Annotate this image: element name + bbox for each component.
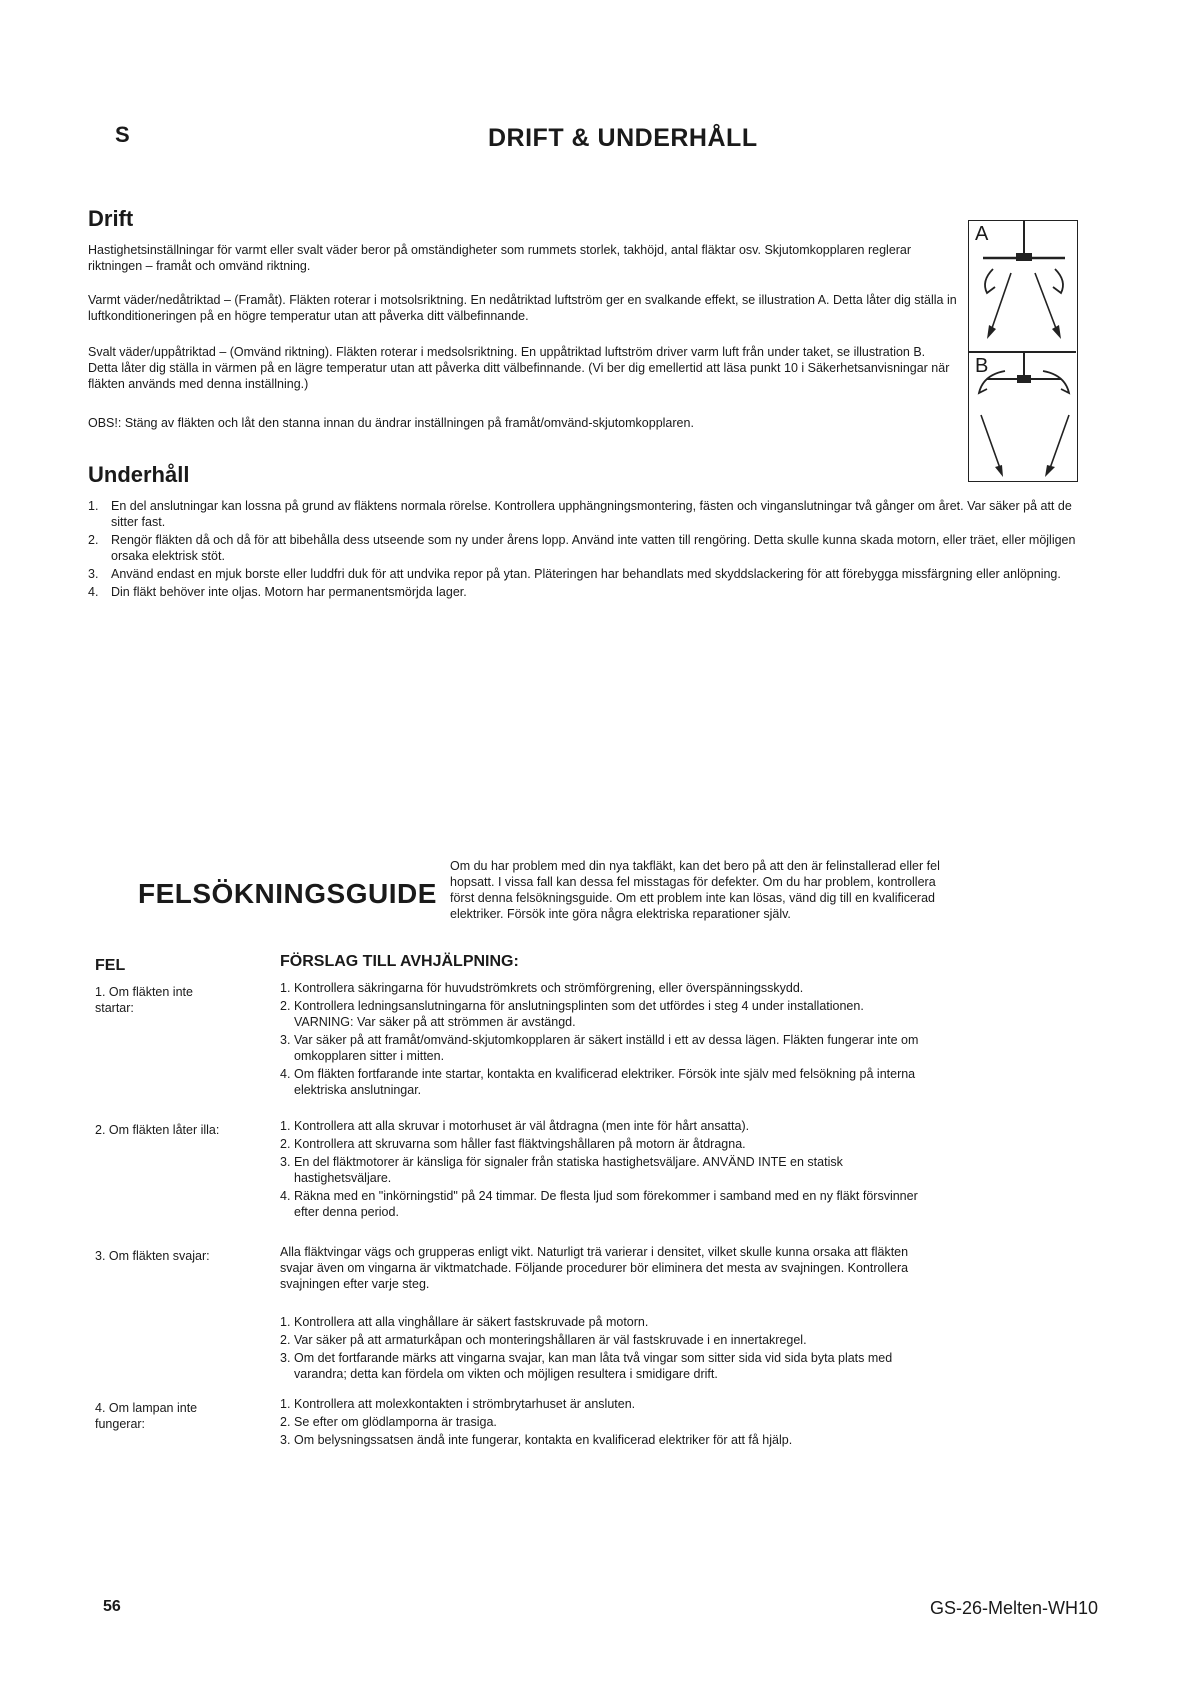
- remedy-list-3: [280, 1314, 920, 1384]
- fan-reverse-icon: [969, 353, 1076, 481]
- remedy-item: 4. Om fläkten fortfarande inte startar, kontakta en kvalificerad elektriker. Försök inte själv med felsökning på interna elektriska anslutningar.: [280, 1067, 916, 1097]
- remedy-item: 3. En del fläktmotorer är känsliga för signaler från statiska hastighetsväljare. ANVÄND INTE en statisk hastighetsväljare.: [280, 1155, 843, 1185]
- drift-paragraph-1: Hastighetsinställningar för varmt eller svalt väder beror på omständigheter som rummets storlek, takhöjd, antal fläktar osv. Skjutomkopplaren reglerar riktningen – framåt och omvänd riktning.: [88, 243, 912, 273]
- drift-paragraph-3: Svalt väder/uppåtriktad – (Omvänd riktning). Fläkten roterar i medsolsriktning. En uppåtriktad luftström driver varm luft från under taket, se illustration B. Detta låter dig ställa in värmen på en lägre temperatur utan att påverka ditt välbefinnande. (Vi ber dig emellertid att läsa punkt 10 i Säkerhetsanvisningar när fläkten används med denna inställning.): [88, 345, 950, 391]
- language-marker: S: [115, 122, 130, 147]
- remedy-item: 1. Kontrollera att molexkontakten i strömbrytarhuset är ansluten.: [280, 1397, 636, 1411]
- list-number: 2.: [88, 533, 99, 547]
- maintenance-list: [88, 498, 1078, 602]
- list-item: [88, 584, 1078, 600]
- fault-4: 4. Om lampan inte fungerar:: [95, 1401, 198, 1431]
- remedy-list-1: [280, 980, 920, 1100]
- remedy-item: 2. Se efter om glödlamporna är trasiga.: [280, 1415, 497, 1429]
- drift-paragraph-2: Varmt väder/nedåtriktad – (Framåt). Fläkten roterar i motsolsriktning. En nedåtriktad luftström ger en svalkande effekt, se illustration A. Detta låter dig ställa in luftkonditioneringen på en högre temperatur utan att påverka ditt välbefinnande.: [88, 293, 957, 323]
- remedy-column-header: FÖRSLAG TILL AVHJÄLPNING:: [280, 953, 519, 970]
- list-text: En del anslutningar kan lossna på grund av fläktens normala rörelse. Kontrollera upphängningsmontering, fästen och vinganslutningar två gånger om året. Var säker på att de sitter fast.: [111, 499, 1072, 529]
- fault-2: 2. Om fläkten låter illa:: [95, 1123, 220, 1137]
- drift-heading: Drift: [88, 206, 134, 231]
- list-item: [88, 498, 1078, 530]
- fan-forward-icon: [969, 221, 1076, 351]
- remedy-item: 2. Var säker på att armaturkåpan och monteringshållaren är väl fastskruvade i en innertakregel.: [280, 1333, 807, 1347]
- list-number: 3.: [88, 567, 99, 581]
- remedy-item: 1. Kontrollera att alla skruvar i motorhuset är väl åtdragna (men inte för hårt ansatta).: [280, 1119, 750, 1133]
- remedy-item: 2. Kontrollera ledningsanslutningarna för anslutningsplinten som det utfördes i steg 4 under installationen. VARNING: Var säker på att strömmen är avstängd.: [280, 999, 864, 1029]
- document-code: GS-26-Melten-WH10: [930, 1598, 1099, 1618]
- remedy-item: 1. Kontrollera säkringarna för huvudströmkrets och strömförgrening, eller överspänningsskydd.: [280, 981, 804, 995]
- remedy-item: 3. Om belysningssatsen ändå inte fungerar, kontakta en kvalificerad elektriker för att få hjälp.: [280, 1433, 793, 1447]
- remedy-list-4: [280, 1396, 920, 1450]
- list-text: Din fläkt behöver inte oljas. Motorn har permanentsmörjda lager.: [111, 585, 467, 599]
- troubleshooting-intro: Om du har problem med din nya takfläkt, kan det bero på att den är felinstallerad eller fel hopsatt. I vissa fall kan dessa fel misstagas för defekter. Om du har problem, kontrollera först denna felsökningsguide. Om ett problem inte kan lösas, vänd dig till en kvalificerad elektriker. Försök inte göra några elektriska reparationer själv.: [450, 859, 940, 921]
- list-number: 4.: [88, 585, 99, 599]
- fan-direction-illustration: [968, 220, 1078, 482]
- remedy-item: 3. Om det fortfarande märks att vingarna svajar, kan man låta två vingar som sitter sida vid sida byta plats med varandra; detta kan fördela om vikten och möjligen resultera i smidigare drift.: [280, 1351, 893, 1381]
- list-item: [88, 532, 1078, 564]
- illustration-label-a: A: [975, 223, 989, 245]
- list-number: 1.: [88, 499, 99, 513]
- remedy-list-2: [280, 1118, 920, 1222]
- page-title: DRIFT & UNDERHÅLL: [488, 124, 758, 152]
- troubleshooting-title: FELSÖKNINGSGUIDE: [138, 878, 437, 909]
- fault-3: 3. Om fläkten svajar:: [95, 1249, 210, 1263]
- remedy-item: 3. Var säker på att framåt/omvänd-skjutomkopplaren är säkert inställd i ett av dessa lägen. Fläkten fungerar inte om omkopplaren sitter i mitten.: [280, 1033, 919, 1063]
- illustration-label-b: B: [975, 355, 989, 377]
- remedy-item: 1. Kontrollera att alla vinghållare är säkert fastskruvade på motorn.: [280, 1315, 649, 1329]
- list-text: Använd endast en mjuk borste eller luddfri duk för att undvika repor på ytan. Pläteringen har behandlats med skyddslackering för att förebygga missfärgning eller anlöpning.: [111, 567, 1061, 581]
- remedy-item: 2. Kontrollera att skruvarna som håller fast fläktvingshållaren på motorn är åtdragna.: [280, 1137, 746, 1151]
- list-item: [88, 566, 1078, 582]
- fault-1: 1. Om fläkten inte startar:: [95, 985, 193, 1015]
- underhall-heading: Underhåll: [88, 462, 190, 487]
- page-number: 56: [103, 1598, 121, 1615]
- list-text: Rengör fläkten då och då för att bibehålla dess utseende som ny under årens lopp. Använd inte vatten till rengöring. Detta skulle kunna skada motorn, eller träet, eller möjligen orsaka elektrisk stöt.: [111, 533, 1076, 563]
- drift-note: OBS!: Stäng av fläkten och låt den stanna innan du ändrar inställningen på framåt/omvänd-skjutomkopplaren.: [88, 416, 694, 430]
- remedy-item: 4. Räkna med en "inkörningstid" på 24 timmar. De flesta ljud som förekommer i samband med en ny fläkt försvinner efter denna period.: [280, 1189, 918, 1219]
- fault-column-header: FEL: [95, 957, 126, 974]
- remedy-lead-3: Alla fläktvingar vägs och grupperas enligt vikt. Naturligt trä varierar i densitet, vilket skulle kunna orsaka att fläkten svajar även om vingarna är viktmatchade. Följande procedurer bör eliminera det mesta av svajningen. Kontrollera svajningen efter varje steg.: [280, 1245, 909, 1291]
